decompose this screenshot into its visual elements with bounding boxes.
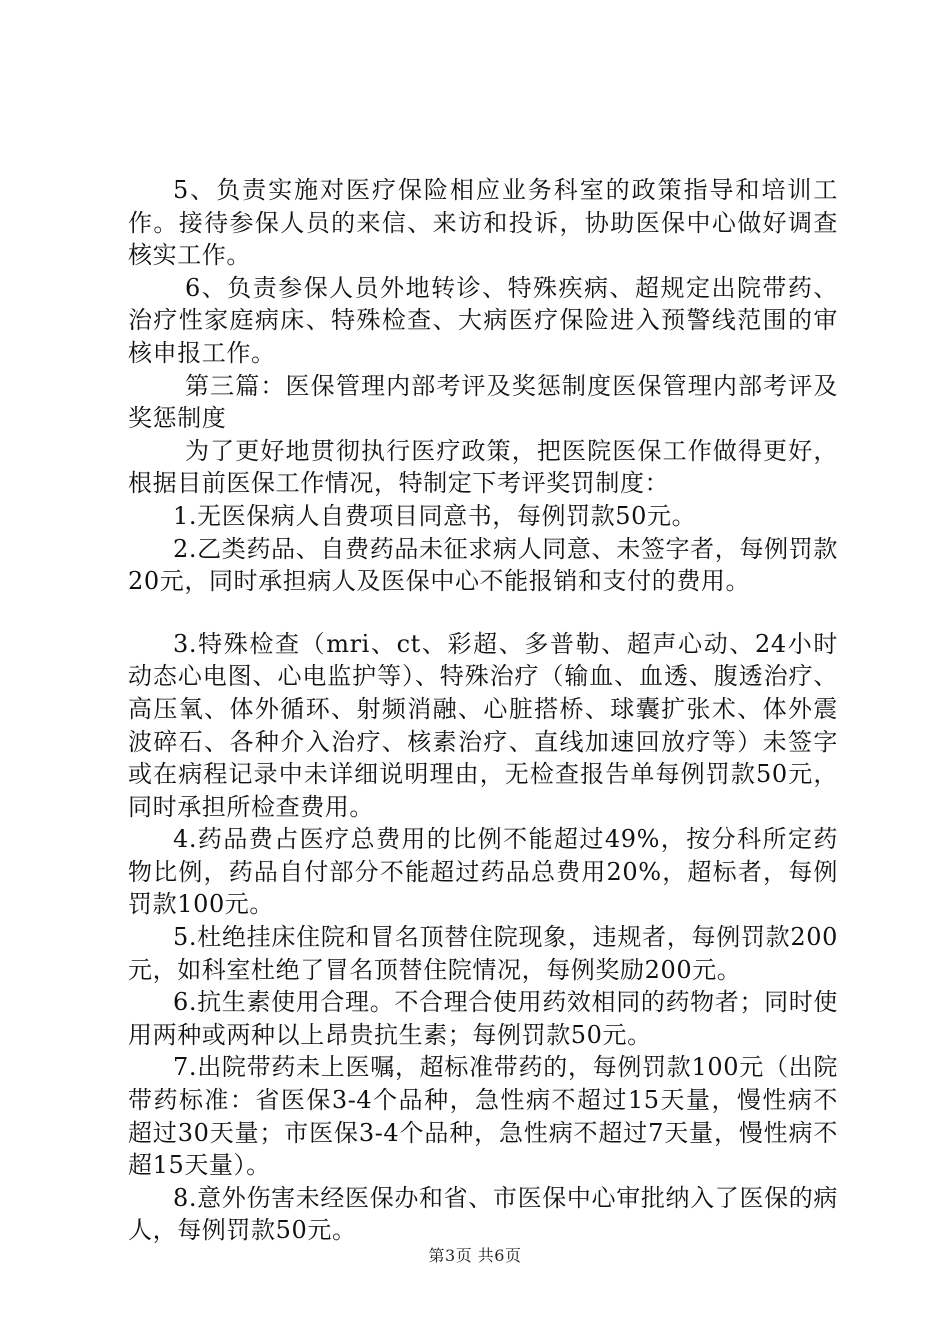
- rule-item-7: 7.出院带药未上医嘱，超标准带药的，每例罚款100元（出院带药标准：省医保3-4个品种，急性病不超过15天量，慢性病不超过30天量；市医保3-4个品种，急性病不超过7天量，慢性病不超15天量）。: [128, 1053, 838, 1180]
- paragraph-intro: 为了更好地贯彻执行医疗政策，把医院医保工作做得更好，根据目前医保工作情况，特制定下考评奖罚制度：: [128, 436, 838, 498]
- section-heading: 第三篇：医保管理内部考评及奖惩制度医保管理内部考评及奖惩制度: [128, 371, 838, 433]
- rule-item-2: 2.乙类药品、自费药品未征求病人同意、未签字者，每例罚款20元，同时承担病人及医保中心不能报销和支付的费用。: [128, 534, 838, 596]
- rule-item-1: 1.无医保病人自费项目同意书，每例罚款50元。: [173, 501, 697, 530]
- paragraph-duty-6: 6、负责参保人员外地转诊、特殊疾病、超规定出院带药、治疗性家庭病床、特殊检查、大病医疗保险进入预警线范围的审核申报工作。: [128, 273, 838, 367]
- rule-item-4: 4.药品费占医疗总费用的比例不能超过49%，按分科所定药物比例，药品自付部分不能超过药品总费用20%，超标者，每例罚款100元。: [128, 825, 838, 919]
- rule-item-5: 5.杜绝挂床住院和冒名顶替住院现象，违规者，每例罚款200元，如科室杜绝了冒名顶替住院情况，每例奖励200元。: [128, 923, 838, 984]
- page-number-footer: 第3页 共6页: [428, 1246, 522, 1265]
- paragraph-duty-5: 5、负责实施对医疗保险相应业务科室的政策指导和培训工作。接待参保人员的来信、来访和投诉，协助医保中心做好调查核实工作。: [128, 176, 838, 270]
- rule-item-6: 6.抗生素使用合理。不合理合使用药效相同的药物者；同时使用两种或两种以上昂贵抗生素；每例罚款50元。: [128, 988, 838, 1049]
- rule-item-8: 8.意外伤害未经医保办和省、市医保中心审批纳入了医保的病人，每例罚款50元。: [128, 1183, 838, 1245]
- document-body: [128, 174, 838, 1247]
- rule-item-3: 3.特殊检查（mri、ct、彩超、多普勒、超声心动、24小时动态心电图、心电监护等）、特殊治疗（输血、血透、腹透治疗、高压氧、体外循环、射频消融、心脏搭桥、球囊扩张术、体外震波碎石、各种介入治疗、核素治疗、直线加速回放疗等）未签字或在病程记录中未详细说明理由，无检查报告单每例罚款50元，同时承担所检查费用。: [128, 629, 838, 821]
